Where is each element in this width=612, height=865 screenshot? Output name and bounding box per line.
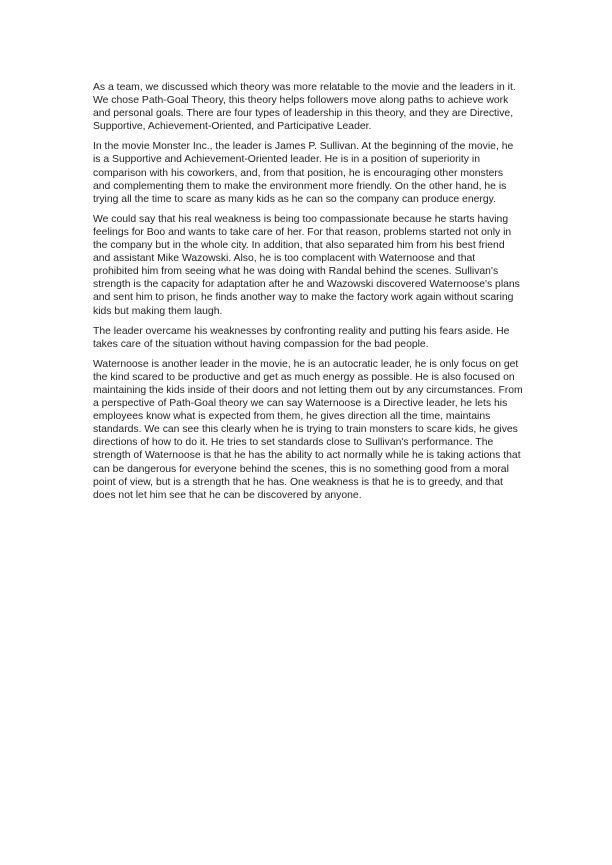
paragraph-overcoming-weakness: The leader overcame his weaknesses by confronting reality and putting his fears aside. He takes care of the situation without having compassion for the bad people. [93, 325, 510, 350]
paragraph-theory-intro: As a team, we discussed which theory was more relatable to the movie and the leaders in it. We chose Path-Goal Theory, this theory helps followers move along paths to achieve work and personal goals. There are four types of leadership in this theory, and they are Directive, Supportive, Achievement-Oriented, and Participative Leader. [93, 82, 516, 133]
paragraph-sullivan-leadership: In the movie Monster Inc., the leader is James P. Sullivan. At the beginning of the movie, he is a Supportive and Achievement-Oriented leader. He is in a position of superiority in comparison with his coworkers, and, from that position, he is encouraging other monsters and complementing them to make the environment more friendly. On the other hand, he is trying all the time to scare as many kids as he can so the company can produce energy. [93, 141, 514, 205]
document-body [93, 81, 523, 509]
paragraph-sullivan-weakness-strength: We could say that his real weakness is being too compassionate because he starts having feelings for Boo and wants to take care of her. For that reason, problems started not only in the company but in the whole city. In addition, that also separated him from his best friend and assistant Mike Wazowski. Also, he is too complacent with Waternoose and that prohibited him from seeing what he was doing with Randal behind the scenes. Sullivan's strength is the capacity for adaptation after he and Wazowski discovered Waternoose's plans and sent him to prison, he finds another way to make the factory work again without scaring kids but making them laugh. [93, 213, 520, 317]
paragraph-waternoose: Waternoose is another leader in the movie, he is an autocratic leader, he is only focus on get the kind scared to be productive and get as much energy as possible. He is also focused on maintaining the kids inside of their doors and not letting them out by any circumstances. From a perspective of Path-Goal theory we can say Waternoose is a Directive leader, he lets his employees know what is expected from them, he gives direction all the time, maintains standards. We can see this clearly when he is trying to train monsters to scare kids, he gives directions of how to do it. He tries to set standards close to Sullivan's performance. The strength of Waternoose is that he has the ability to act normally while he is taking actions that can be dangerous for everyone behind the scenes, this is no something good from a moral point of view, but is a strength that he has. One weakness is that he is to greedy, and that does not let him see that he can be discovered by anyone. [93, 358, 523, 501]
